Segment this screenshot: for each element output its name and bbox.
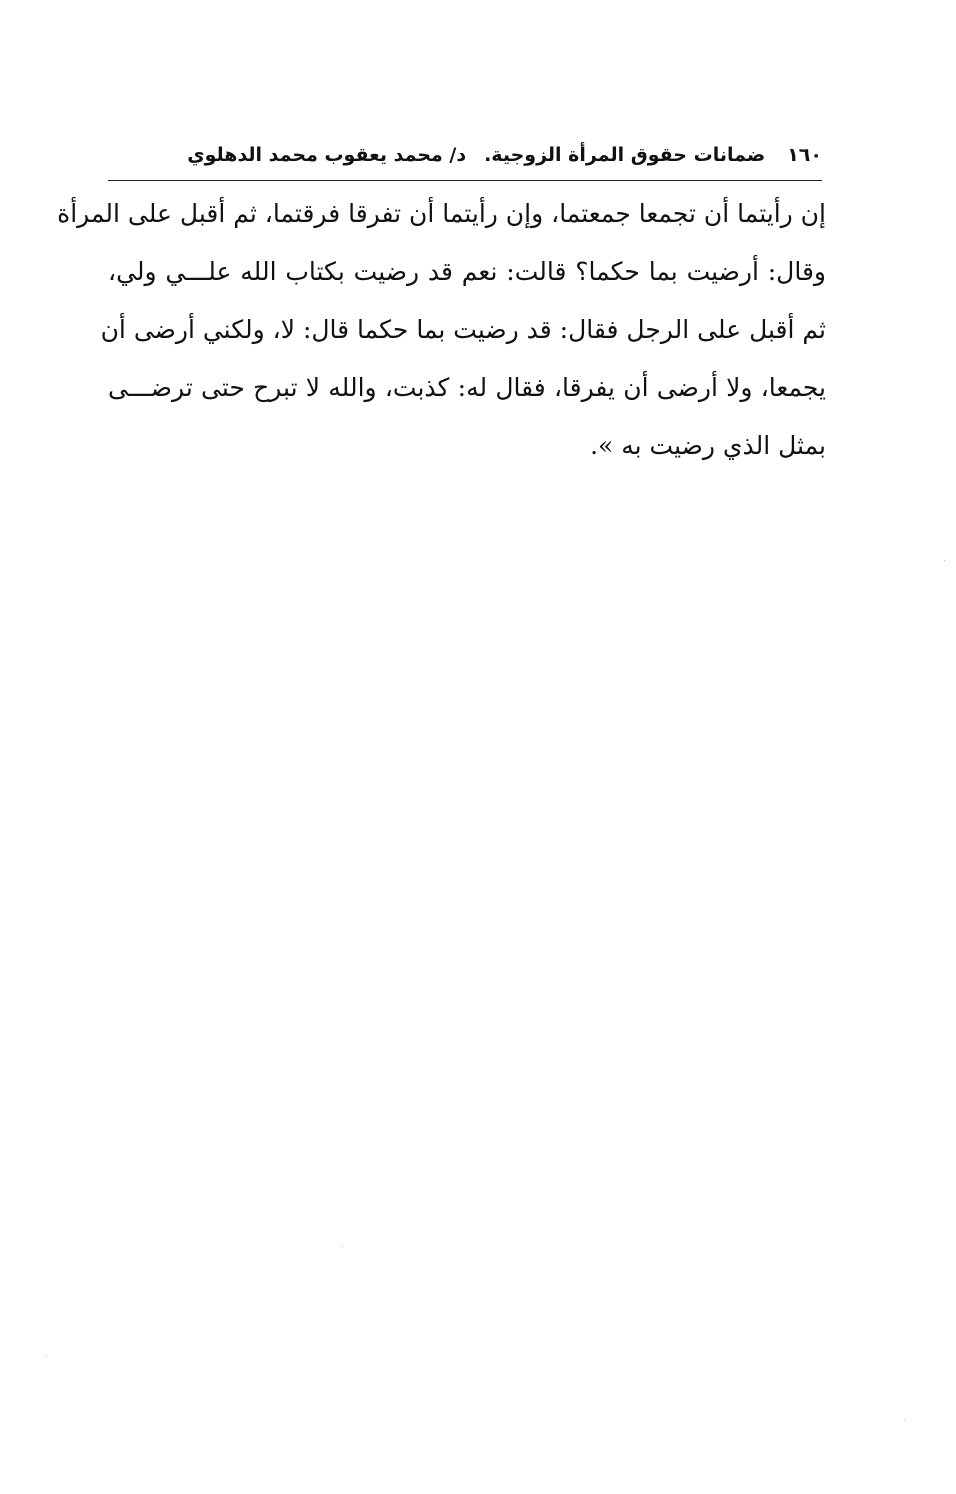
- header-rule: [108, 180, 822, 181]
- text-line-5: بمثل الذي رضيت به ».: [590, 431, 826, 460]
- book-title: ضمانات حقوق المرأة الزوجية.: [484, 144, 766, 166]
- text-line-3: ثم أقبل على الرجل فقال: قد رضيت بما حكما قال: لا، ولكني أرضى أن: [100, 315, 826, 344]
- running-header: [108, 144, 822, 180]
- page-number: ١٦٠: [787, 144, 822, 166]
- scan-speck: [46, 1356, 47, 1357]
- scan-speck: [944, 560, 945, 561]
- text-line-4: يجمعا، ولا أرضى أن يفرقا، فقال له: كذبت، والله لا تبرح حتى ترضـــى: [108, 373, 826, 402]
- scan-speck: [342, 1246, 343, 1247]
- text-line-2: وقال: أرضيت بما حكما؟ قالت: نعم قد رضيت بكتاب الله علـــي ولي،: [108, 257, 826, 286]
- author-name: د/ محمد يعقوب محمد الدهلوي: [187, 144, 467, 166]
- text-line-1: إن رأيتما أن تجمعا جمعتما، وإن رأيتما أن تفرقا فرقتما، ثم أقبل على المرأة: [57, 199, 826, 228]
- scan-speck: [904, 1420, 905, 1421]
- body-text: [57, 186, 826, 476]
